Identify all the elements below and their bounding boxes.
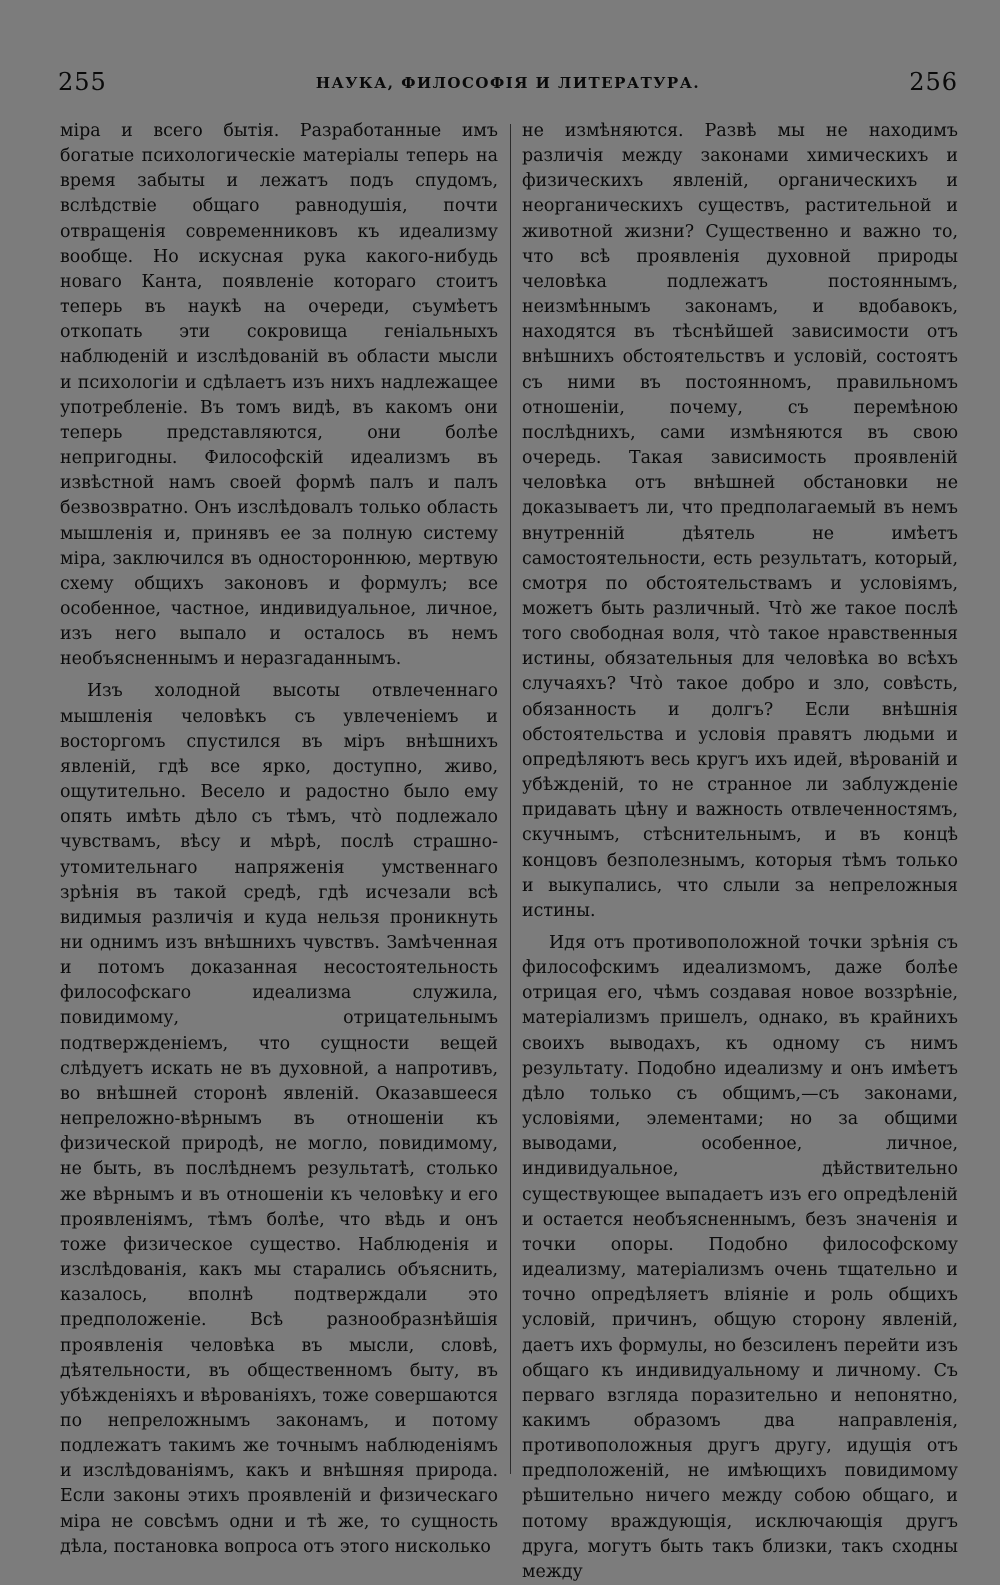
paragraph: Изъ холодной высоты отвлеченнаго мышленія человѣкъ съ увлеченіемъ и восторгомъ спустился въ міръ внѣшнихъ явленій, гдѣ все ярко, доступно, живо, ощутительно. Весело и радостно было ему опять имѣть дѣло съ тѣмъ, что̀ подлежало чувствамъ, вѣсу и мѣрѣ, послѣ страшно-утомительнаго напряженія умственнаго зрѣнія въ такой средѣ, гдѣ исчезали всѣ видимыя различія и куда нельзя проникнуть ни однимъ изъ внѣшнихъ чувствъ. Замѣченная и потомъ доказанная несостоятельность философскаго идеализма служила, повидимому, отрицательнымъ подтвержденіемъ, что сущности вещей слѣдуетъ искать не въ духовной, а напротивъ, во внѣшней сторонѣ явленій. Оказавшееся непреложно-вѣрнымъ въ отношеніи къ физической природѣ, не могло, повидимому, не быть, въ послѣднемъ результатѣ, столько же вѣрнымъ и въ отношеніи къ человѣку и его проявленіямъ, тѣмъ болѣе, что вѣдь и онъ тоже физическое существо. Наблюденія и изслѣдованія, какъ мы старались объяснить, казалось, вполнѣ подтверждали это предположеніе. Всѣ разнообразнѣйшія проявленія человѣка въ мысли, словѣ, дѣятельности, въ общественномъ быту, въ убѣжденіяхъ и вѣрованіяхъ, тоже совершаются по непреложнымъ законамъ, и потому подлежатъ такимъ же точнымъ наблюденіямъ и изслѣдованіямъ, какъ и внѣшняя природа. Если законы этихъ проявленій и физическаго міра не совсѣмъ одни и тѣ же, то сущность дѣла, постановка вопроса отъ этого нисколько xyxy=(60,681,498,1557)
paragraph: Идя отъ противоположной точки зрѣнія съ философскимъ идеализмомъ, даже болѣе отрицая его, чѣмъ создавая новое воззрѣніе, матеріализмъ пришелъ, однако, въ крайнихъ своихъ выводахъ, къ одному съ нимъ результату. Подобно идеализму и онъ имѣетъ дѣло только съ общимъ,—съ законами, условіями, элементами; но за общими выводами, особенное, личное, индивидуальное, дѣйствительно существующее выпадаетъ изъ его опредѣленій и остается необъясненнымъ, безъ значенія и точки опоры. Подобно философскому идеализму, матеріализмъ очень тщательно и точно опредѣляетъ вліяніе и роль общихъ условій, причинъ, общую сторону явленій, даетъ ихъ формулы, но безсиленъ перейти изъ общаго къ индивидуальному и личному. Съ перваго взгляда поразительно и непонятно, какимъ образомъ два направленія, противоположныя другъ другу, идущія отъ предположеній, не имѣющихъ повидимому рѣшительно ничего между собою общаго, и потому враждующія, исключающія другъ друга, могутъ быть такъ близки, такъ сходны между xyxy=(522,933,958,1582)
right-text-column xyxy=(522,119,958,1585)
running-title: НАУКА, ФИЛОСОФІЯ И ЛИТЕРАТУРА. xyxy=(315,74,701,92)
paragraph: не измѣняются. Развѣ мы не находимъ различія между законами химическихъ и физическихъ явленій, органическихъ и неорганическихъ существъ, растительной и животной жизни? Существенно и важно то, что всѣ проявленія духовной природы человѣка подлежатъ постояннымъ, неизмѣннымъ законамъ, и вдобавокъ, находятся въ тѣснѣйшей зависимости отъ внѣшнихъ обстоятельствъ и условій, состоятъ съ ними въ постоянномъ, правильномъ отношеніи, почему, съ перемѣною послѣднихъ, сами измѣняются въ свою очередь. Такая зависимость проявленій человѣка отъ внѣшней обстановки не доказываетъ ли, что предполагаемый въ немъ внутренній дѣятель не имѣетъ самостоятельности, есть результатъ, который, смотря по обстоятельствамъ и условіямъ, можетъ быть различный. Что̀ же такое послѣ того свободная воля, что̀ такое нравственныя истины, обязательныя для человѣка во всѣхъ случаяхъ? Что̀ такое добро и зло, совѣсть, обязанность и долгъ? Если внѣшнія обстоятельства и условія правятъ людьми и опредѣляютъ весь кругъ ихъ идей, вѣрованій и убѣжденій, то не странное ли заблужденіе придавать цѣну и важность отвлеченностямъ, скучнымъ, стѣснительнымъ, и въ концѣ концовъ безполезнымъ, которыя тѣмъ только и выкупались, что слыли за непреложныя истины. xyxy=(522,121,958,921)
paragraph: міра и всего бытія. Разработанные имъ богатые психологическіе матеріалы теперь на время забыты и лежатъ подъ спудомъ, вслѣдствіе общаго равнодушія, почти отвращенія современниковъ къ идеализму вообще. Но искусная рука какого-нибудь новаго Канта, появленіе котораго стоитъ теперь въ наукѣ на очереди, съумѣетъ откопать эти сокровища геніальныхъ наблюденій и изслѣдованій въ области мысли и психологіи и сдѣлаетъ изъ нихъ надлежащее употребленіе. Въ томъ видѣ, въ какомъ они теперь представляются, они болѣе непригодны. Философскій идеализмъ въ извѣстной намъ своей формѣ палъ и палъ безвозвратно. Онъ изслѣдовалъ только область мышленія и, принявъ ее за полную систему міра, заключился въ одностороннюю, мертвую схему общихъ законовъ и формулъ; все особенное, частное, индивидуальное, личное, изъ него выпало и осталось въ немъ необъясненнымъ и неразгаданнымъ. xyxy=(60,121,498,670)
right-page-number: 256 xyxy=(909,68,958,96)
column-divider xyxy=(510,124,511,1474)
left-page-number: 255 xyxy=(58,68,107,96)
page-header xyxy=(58,68,958,102)
left-text-column xyxy=(60,119,498,1560)
